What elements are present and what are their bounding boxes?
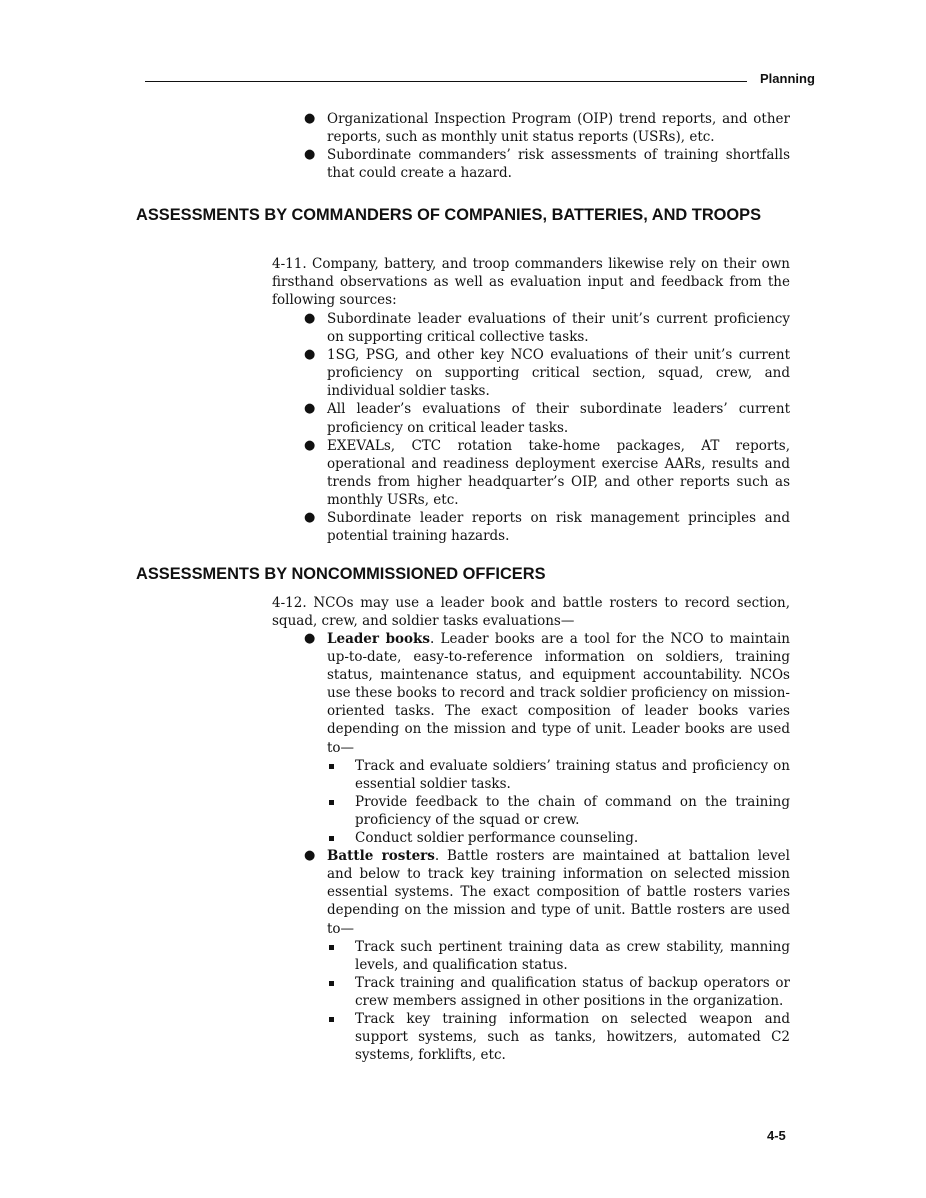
square-bullet-icon bbox=[329, 945, 334, 950]
bullet-icon: ● bbox=[304, 437, 316, 453]
leader-books-term: Leader books bbox=[327, 631, 431, 647]
square-bullet-icon bbox=[329, 764, 334, 769]
running-header: Planning bbox=[760, 71, 815, 86]
square-bullet-icon bbox=[329, 981, 334, 986]
paragraph-4-12: 4-12. NCOs may use a leader book and battle rosters to record section, squad, crew, and soldier tasks evaluations— bbox=[272, 595, 790, 630]
list-item: Track training and qualification status of backup operators or crew members assigned in other positions in the organization. bbox=[327, 974, 790, 1010]
list-item: ● Subordinate commanders’ risk assessments of training shortfalls that could create a hazard. bbox=[304, 147, 790, 182]
list-item: ● All leader’s evaluations of their subordinate leaders’ current proficiency on critical leader tasks. bbox=[304, 401, 790, 436]
bullet-icon: ● bbox=[304, 111, 316, 126]
list-item: Provide feedback to the chain of command on the training proficiency of the squad or crew. bbox=[327, 793, 790, 829]
leader-books-item: ● Leader books. Leader books are a tool for the NCO to maintain up-to-date, easy-to-reference information on soldiers, training status, maintenance status, and equipment accountability. NCOs use these books to record and track soldier proficiency on mission-oriented tasks. The exact composition of leader books varies depending on the mission and type of unit. Leader books are used to— Track and evaluate soldiers’ training status and proficiency on essential soldier tasks. Provide feedback to the chain of command on the training proficiency of the squad or crew. Conduct soldier performance counseling. bbox=[304, 631, 790, 847]
list-item: ● Organizational Inspection Program (OIP) trend reports, and other reports, such as monthly unit status reports (USRs), etc. bbox=[304, 111, 790, 146]
list-item: ● Subordinate leader reports on risk management principles and potential training hazards. bbox=[304, 510, 790, 545]
header-rule bbox=[145, 81, 747, 82]
list-item: ● Subordinate leader evaluations of their unit’s current proficiency on supporting critical collective tasks. bbox=[304, 311, 790, 346]
leader-books-sublist bbox=[327, 757, 790, 847]
bullet-icon: ● bbox=[304, 848, 316, 864]
paragraph-4-11: 4-11. Company, battery, and troop commanders likewise rely on their own firsthand observations as well as evaluation input and feedback from the following sources: bbox=[272, 256, 790, 309]
bullet-icon: ● bbox=[304, 510, 316, 526]
bullet-icon: ● bbox=[304, 347, 316, 363]
section-heading-commanders: ASSESSMENTS BY COMMANDERS OF COMPANIES, BATTERIES, AND TROOPS bbox=[136, 206, 762, 224]
bullet-icon: ● bbox=[304, 631, 316, 646]
square-bullet-icon bbox=[329, 800, 334, 805]
section-heading-ncos: ASSESSMENTS BY NONCOMMISSIONED OFFICERS bbox=[136, 565, 546, 583]
list-item: ● 1SG, PSG, and other key NCO evaluations of their unit’s current proficiency on supporting critical section, squad, crew, and individual soldier tasks. bbox=[304, 347, 790, 400]
bullet-icon: ● bbox=[304, 401, 316, 417]
list-item: ● EXEVALs, CTC rotation take-home packages, AT reports, operational and readiness deployment exercise AARs, results and trends from higher headquarter’s OIP, and other reports such as monthly USRs, etc. bbox=[304, 437, 790, 508]
battle-rosters-item: ● Battle rosters. Battle rosters are maintained at battalion level and below to track key training information on selected mission essential systems. The exact composition of battle rosters varies depending on the mission and type of unit. Battle rosters are used to— Track such pertinent training data as crew stability, manning levels, and qualification status. Track training and qualification status of backup operators or crew members assigned in other positions in the organization. Track key training information on selected weapon and support systems, such as tanks, howitzers, automated C2 systems, forklifts, etc. bbox=[304, 848, 790, 1064]
square-bullet-icon bbox=[329, 836, 334, 841]
list-item: Conduct soldier performance counseling. bbox=[327, 829, 790, 847]
battle-rosters-sublist bbox=[327, 938, 790, 1065]
battle-rosters-term: Battle rosters bbox=[327, 848, 435, 865]
bullet-icon: ● bbox=[304, 147, 316, 163]
bullet-icon: ● bbox=[304, 311, 316, 326]
list-item: Track key training information on selected weapon and support systems, such as tanks, howitzers, automated C2 systems, forklifts, etc. bbox=[327, 1010, 790, 1064]
nco-bullet-list bbox=[300, 630, 790, 1064]
commanders-bullet-list bbox=[300, 310, 790, 545]
page-number: 4-5 bbox=[767, 1128, 786, 1143]
top-bullet-list bbox=[300, 110, 790, 182]
list-item: Track such pertinent training data as crew stability, manning levels, and qualification status. bbox=[327, 938, 790, 974]
square-bullet-icon bbox=[329, 1017, 334, 1022]
list-item: Track and evaluate soldiers’ training status and proficiency on essential soldier tasks. bbox=[327, 757, 790, 793]
